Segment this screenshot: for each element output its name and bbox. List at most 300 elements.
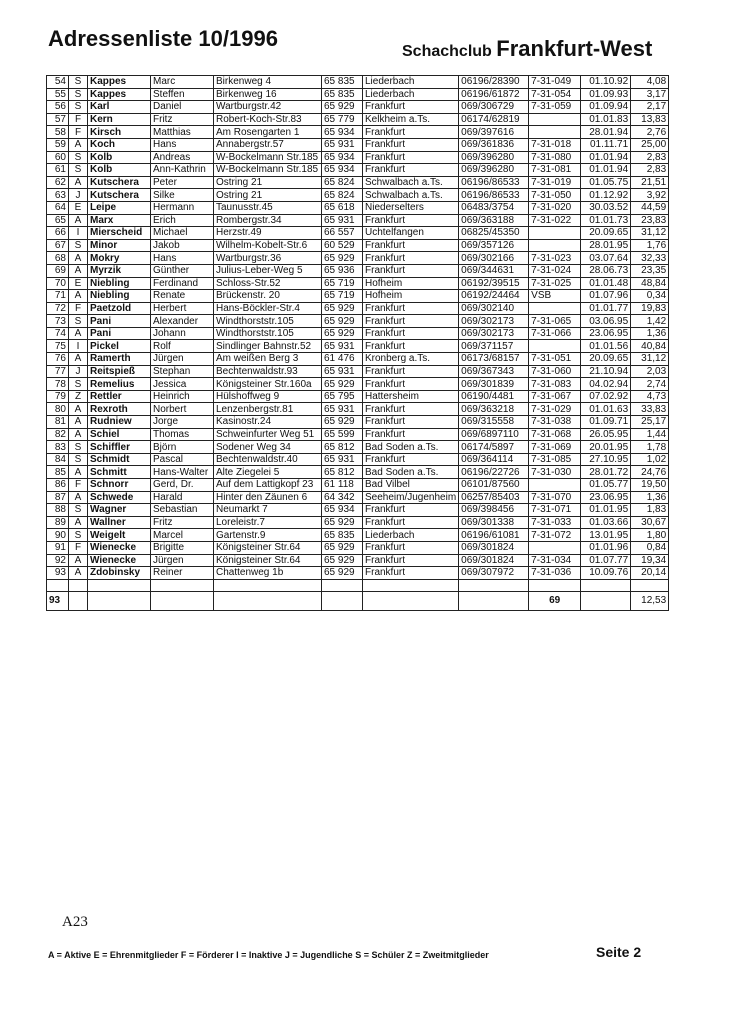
membership-years: 3,17 <box>631 88 669 101</box>
city: Liederbach <box>363 76 459 89</box>
postal-code: 65 835 <box>322 529 363 542</box>
postal-code: 65 719 <box>322 277 363 290</box>
member-status: S <box>69 101 88 114</box>
street: Alte Ziegelei 5 <box>214 466 322 479</box>
last-name: Kutschera <box>88 189 151 202</box>
city: Frankfurt <box>363 453 459 466</box>
street: Hülshoffweg 9 <box>214 390 322 403</box>
postal-code: 61 118 <box>322 479 363 492</box>
entry-date: 01.09.93 <box>581 88 631 101</box>
city: Frankfurt <box>363 340 459 353</box>
postal-code: 65 931 <box>322 365 363 378</box>
member-number: 93 <box>47 567 69 580</box>
last-name: Wagner <box>88 504 151 517</box>
member-status: S <box>69 453 88 466</box>
membership-years: 24,76 <box>631 466 669 479</box>
postal-code: 65 931 <box>322 453 363 466</box>
entry-date: 01.01.63 <box>581 403 631 416</box>
member-number: 58 <box>47 126 69 139</box>
membership-years: 1,02 <box>631 453 669 466</box>
phone: 069/361836 <box>459 138 529 151</box>
membership-years: 4,73 <box>631 390 669 403</box>
member-status: A <box>69 327 88 340</box>
table-row <box>47 403 669 416</box>
first-name: Harald <box>151 491 214 504</box>
table-row <box>47 453 669 466</box>
phone: 069/398456 <box>459 504 529 517</box>
postal-code: 64 342 <box>322 491 363 504</box>
last-name: Schiel <box>88 428 151 441</box>
last-name: Wienecke <box>88 554 151 567</box>
last-name: Schnorr <box>88 479 151 492</box>
postal-code: 65 929 <box>322 554 363 567</box>
phone: 069/307972 <box>459 567 529 580</box>
first-name: Hans-Walter <box>151 466 214 479</box>
member-id <box>529 113 581 126</box>
membership-years: 1,44 <box>631 428 669 441</box>
entry-date: 23.06.95 <box>581 491 631 504</box>
member-status: F <box>69 302 88 315</box>
city: Frankfurt <box>363 126 459 139</box>
last-name: Niebling <box>88 277 151 290</box>
member-status: A <box>69 353 88 366</box>
member-id <box>529 126 581 139</box>
first-name: Ann-Kathrin <box>151 164 214 177</box>
street: Taunusstr.45 <box>214 201 322 214</box>
city: Frankfurt <box>363 264 459 277</box>
membership-years: 31,12 <box>631 227 669 240</box>
table-row <box>47 315 669 328</box>
phone: 069/306729 <box>459 101 529 114</box>
last-name: Kappes <box>88 88 151 101</box>
member-status: A <box>69 290 88 303</box>
document-code: A23 <box>62 914 88 930</box>
street: Kasinostr.24 <box>214 416 322 429</box>
postal-code: 65 795 <box>322 390 363 403</box>
total-count: 93 <box>47 591 69 610</box>
member-id: VSB <box>529 290 581 303</box>
entry-date: 03.07.64 <box>581 252 631 265</box>
entry-date: 01.01.83 <box>581 113 631 126</box>
membership-years: 1,42 <box>631 315 669 328</box>
member-id: 7-31-036 <box>529 567 581 580</box>
postal-code: 65 931 <box>322 340 363 353</box>
first-name: Günther <box>151 264 214 277</box>
last-name: Kirsch <box>88 126 151 139</box>
member-id <box>529 541 581 554</box>
entry-date: 04.02.94 <box>581 378 631 391</box>
member-number: 70 <box>47 277 69 290</box>
member-number: 91 <box>47 541 69 554</box>
postal-code: 61 476 <box>322 353 363 366</box>
last-name: Paetzold <box>88 302 151 315</box>
last-name: Wienecke <box>88 541 151 554</box>
member-id: 7-31-051 <box>529 353 581 366</box>
membership-years: 13,83 <box>631 113 669 126</box>
last-name: Kappes <box>88 76 151 89</box>
street: Brückenstr. 20 <box>214 290 322 303</box>
member-id: 7-31-066 <box>529 327 581 340</box>
membership-years: 1,76 <box>631 239 669 252</box>
table-row <box>47 252 669 265</box>
table-row <box>47 353 669 366</box>
member-id: 7-31-070 <box>529 491 581 504</box>
membership-years: 25,17 <box>631 416 669 429</box>
last-name: Rudniew <box>88 416 151 429</box>
city: Frankfurt <box>363 554 459 567</box>
postal-code: 65 936 <box>322 264 363 277</box>
member-status: A <box>69 252 88 265</box>
phone: 069/302166 <box>459 252 529 265</box>
table-row <box>47 365 669 378</box>
table-row <box>47 151 669 164</box>
postal-code: 65 929 <box>322 541 363 554</box>
member-number: 81 <box>47 416 69 429</box>
member-status: Z <box>69 390 88 403</box>
member-status: S <box>69 88 88 101</box>
first-name: Michael <box>151 227 214 240</box>
membership-years: 0,84 <box>631 541 669 554</box>
member-number: 74 <box>47 327 69 340</box>
member-number: 60 <box>47 151 69 164</box>
postal-code: 65 929 <box>322 516 363 529</box>
member-id: 7-31-067 <box>529 390 581 403</box>
table-row <box>47 416 669 429</box>
street: Herzstr.49 <box>214 227 322 240</box>
phone: 069/302140 <box>459 302 529 315</box>
member-number: 63 <box>47 189 69 202</box>
table-row <box>47 378 669 391</box>
last-name: Kutschera <box>88 176 151 189</box>
table-row <box>47 504 669 517</box>
member-status: I <box>69 227 88 240</box>
entry-date: 20.01.95 <box>581 441 631 454</box>
member-number: 87 <box>47 491 69 504</box>
last-name: Weigelt <box>88 529 151 542</box>
city: Kronberg a.Ts. <box>363 353 459 366</box>
postal-code: 65 835 <box>322 76 363 89</box>
street: Königsteiner Str.64 <box>214 554 322 567</box>
phone: 069/396280 <box>459 164 529 177</box>
first-name: Matthias <box>151 126 214 139</box>
street: Neumarkt 7 <box>214 504 322 517</box>
first-name: Johann <box>151 327 214 340</box>
member-id: 7-31-030 <box>529 466 581 479</box>
membership-years: 20,14 <box>631 567 669 580</box>
member-number: 79 <box>47 390 69 403</box>
member-number: 65 <box>47 214 69 227</box>
street: Birkenweg 4 <box>214 76 322 89</box>
member-id: 7-31-050 <box>529 189 581 202</box>
street: Königsteiner Str.160a <box>214 378 322 391</box>
member-number: 69 <box>47 264 69 277</box>
member-status: A <box>69 214 88 227</box>
postal-code: 65 599 <box>322 428 363 441</box>
postal-code: 65 929 <box>322 101 363 114</box>
member-id: 7-31-018 <box>529 138 581 151</box>
member-status: J <box>69 365 88 378</box>
city: Uchtelfangen <box>363 227 459 240</box>
member-status: F <box>69 126 88 139</box>
member-number: 67 <box>47 239 69 252</box>
first-name: Steffen <box>151 88 214 101</box>
member-id: 7-31-023 <box>529 252 581 265</box>
membership-years: 1,78 <box>631 441 669 454</box>
member-number: 72 <box>47 302 69 315</box>
phone: 069/344631 <box>459 264 529 277</box>
member-status: E <box>69 277 88 290</box>
phone: 069/357126 <box>459 239 529 252</box>
member-id <box>529 239 581 252</box>
city: Frankfurt <box>363 365 459 378</box>
first-name: Daniel <box>151 101 214 114</box>
entry-date: 01.05.75 <box>581 176 631 189</box>
postal-code: 65 934 <box>322 151 363 164</box>
member-number: 90 <box>47 529 69 542</box>
entry-date: 01.03.66 <box>581 516 631 529</box>
member-status: J <box>69 189 88 202</box>
first-name: Jürgen <box>151 554 214 567</box>
street: Am weißen Berg 3 <box>214 353 322 366</box>
membership-years: 2,83 <box>631 164 669 177</box>
postal-code: 65 929 <box>322 252 363 265</box>
city: Frankfurt <box>363 151 459 164</box>
entry-date: 28.01.94 <box>581 126 631 139</box>
phone: 06196/22726 <box>459 466 529 479</box>
first-name: Herbert <box>151 302 214 315</box>
city: Frankfurt <box>363 315 459 328</box>
city: Bad Vilbel <box>363 479 459 492</box>
street: Windthorststr.105 <box>214 327 322 340</box>
city: Frankfurt <box>363 164 459 177</box>
street: Königsteiner Str.64 <box>214 541 322 554</box>
totals-section <box>47 579 669 610</box>
entry-date: 01.09.71 <box>581 416 631 429</box>
member-id <box>529 302 581 315</box>
first-name: Jakob <box>151 239 214 252</box>
postal-code: 65 929 <box>322 567 363 580</box>
street: Wartburgstr.42 <box>214 101 322 114</box>
city: Liederbach <box>363 88 459 101</box>
table-row <box>47 428 669 441</box>
entry-date: 01.10.92 <box>581 76 631 89</box>
phone: 069/301839 <box>459 378 529 391</box>
table-row <box>47 76 669 89</box>
member-id: 7-31-069 <box>529 441 581 454</box>
table-row <box>47 390 669 403</box>
first-name: Hans <box>151 252 214 265</box>
postal-code: 65 835 <box>322 88 363 101</box>
member-status: A <box>69 138 88 151</box>
street: Bechtenwaldstr.93 <box>214 365 322 378</box>
member-status: E <box>69 201 88 214</box>
city: Seeheim/Jugenheim <box>363 491 459 504</box>
table-row <box>47 302 669 315</box>
table-row <box>47 567 669 580</box>
first-name: Erich <box>151 214 214 227</box>
first-name: Rolf <box>151 340 214 353</box>
city: Frankfurt <box>363 428 459 441</box>
table-row <box>47 88 669 101</box>
last-name: Schmitt <box>88 466 151 479</box>
entry-date: 01.05.77 <box>581 479 631 492</box>
street: Chattenweg 1b <box>214 567 322 580</box>
blank-row <box>47 579 669 591</box>
city: Frankfurt <box>363 214 459 227</box>
postal-code: 65 931 <box>322 214 363 227</box>
last-name: Pani <box>88 315 151 328</box>
member-status: A <box>69 567 88 580</box>
member-status: I <box>69 340 88 353</box>
last-name: Pickel <box>88 340 151 353</box>
table-row <box>47 101 669 114</box>
first-name: Marcel <box>151 529 214 542</box>
membership-years: 1,36 <box>631 327 669 340</box>
street: Auf dem Lattigkopf 23 <box>214 479 322 492</box>
member-id: 7-31-033 <box>529 516 581 529</box>
postal-code: 65 929 <box>322 302 363 315</box>
table-row <box>47 466 669 479</box>
city: Bad Soden a.Ts. <box>363 466 459 479</box>
city: Hofheim <box>363 290 459 303</box>
street: Ostring 21 <box>214 176 322 189</box>
member-number: 56 <box>47 101 69 114</box>
street: Sindlinger Bahnstr.52 <box>214 340 322 353</box>
member-status: F <box>69 113 88 126</box>
table-row <box>47 441 669 454</box>
member-number: 84 <box>47 453 69 466</box>
entry-date: 07.02.92 <box>581 390 631 403</box>
member-id: 7-31-024 <box>529 264 581 277</box>
member-status: A <box>69 428 88 441</box>
club-prefix: Schachclub <box>402 43 492 60</box>
member-number: 71 <box>47 290 69 303</box>
member-id: 7-31-083 <box>529 378 581 391</box>
entry-date: 21.10.94 <box>581 365 631 378</box>
postal-code: 65 934 <box>322 164 363 177</box>
member-number: 76 <box>47 353 69 366</box>
street: Annabergstr.57 <box>214 138 322 151</box>
member-number: 88 <box>47 504 69 517</box>
street: W-Bockelmann Str.185 <box>214 151 322 164</box>
member-rows <box>47 76 669 580</box>
phone: 06196/61872 <box>459 88 529 101</box>
phone: 06174/62819 <box>459 113 529 126</box>
last-name: Karl <box>88 101 151 114</box>
last-name: Kolb <box>88 151 151 164</box>
member-id <box>529 479 581 492</box>
page-number: Seite 2 <box>596 944 642 960</box>
entry-date: 01.07.96 <box>581 290 631 303</box>
entry-date: 01.12.92 <box>581 189 631 202</box>
entry-date: 28.01.95 <box>581 239 631 252</box>
first-name: Peter <box>151 176 214 189</box>
membership-years: 1,80 <box>631 529 669 542</box>
last-name: Kern <box>88 113 151 126</box>
membership-years: 2,17 <box>631 101 669 114</box>
club-city: Frankfurt-West <box>496 36 653 61</box>
member-number: 80 <box>47 403 69 416</box>
first-name: Ferdinand <box>151 277 214 290</box>
member-id: 7-31-038 <box>529 416 581 429</box>
street: Loreleistr.7 <box>214 516 322 529</box>
member-id: 7-31-072 <box>529 529 581 542</box>
table-row <box>47 554 669 567</box>
first-name: Alexander <box>151 315 214 328</box>
membership-years: 2,83 <box>631 151 669 164</box>
member-id: 7-31-065 <box>529 315 581 328</box>
member-number: 66 <box>47 227 69 240</box>
last-name: Koch <box>88 138 151 151</box>
member-status: A <box>69 264 88 277</box>
member-status: A <box>69 416 88 429</box>
membership-years: 4,08 <box>631 76 669 89</box>
postal-code: 65 934 <box>322 126 363 139</box>
membership-years: 1,36 <box>631 491 669 504</box>
entry-date: 30.03.52 <box>581 201 631 214</box>
phone: 06196/86533 <box>459 176 529 189</box>
status-legend: A = Aktive E = Ehrenmitglieder F = Förderer I = Inaktive J = Jugendliche S = Schüler Z = Zweitmitglieder <box>48 950 489 960</box>
postal-code: 65 824 <box>322 189 363 202</box>
member-status: F <box>69 479 88 492</box>
entry-date: 01.09.94 <box>581 101 631 114</box>
phone: 069/301338 <box>459 516 529 529</box>
city: Frankfurt <box>363 541 459 554</box>
membership-years: 19,34 <box>631 554 669 567</box>
member-status: A <box>69 491 88 504</box>
first-name: Fritz <box>151 516 214 529</box>
phone: 06101/87560 <box>459 479 529 492</box>
city: Bad Soden a.Ts. <box>363 441 459 454</box>
last-name: Rettler <box>88 390 151 403</box>
first-name: Hans <box>151 138 214 151</box>
member-number: 82 <box>47 428 69 441</box>
city: Frankfurt <box>363 138 459 151</box>
membership-years: 44,59 <box>631 201 669 214</box>
city: Frankfurt <box>363 252 459 265</box>
last-name: Rexroth <box>88 403 151 416</box>
member-id: 7-31-019 <box>529 176 581 189</box>
phone: 069/371157 <box>459 340 529 353</box>
membership-years: 30,67 <box>631 516 669 529</box>
member-number: 86 <box>47 479 69 492</box>
city: Liederbach <box>363 529 459 542</box>
phone: 069/301824 <box>459 541 529 554</box>
membership-years: 2,03 <box>631 365 669 378</box>
member-status: S <box>69 164 88 177</box>
entry-date: 01.07.77 <box>581 554 631 567</box>
member-number: 92 <box>47 554 69 567</box>
street: Hinter den Zäunen 6 <box>214 491 322 504</box>
last-name: Pani <box>88 327 151 340</box>
table-row <box>47 239 669 252</box>
last-name: Schmidt <box>88 453 151 466</box>
entry-date: 03.06.95 <box>581 315 631 328</box>
table-row <box>47 201 669 214</box>
member-id: 7-31-049 <box>529 76 581 89</box>
street: Hans-Böckler-Str.4 <box>214 302 322 315</box>
member-number: 62 <box>47 176 69 189</box>
totals-row <box>47 591 669 610</box>
entry-date: 20.09.65 <box>581 353 631 366</box>
street: Lenzenbergstr.81 <box>214 403 322 416</box>
last-name: Schwede <box>88 491 151 504</box>
phone: 06173/68157 <box>459 353 529 366</box>
membership-years: 33,83 <box>631 403 669 416</box>
last-name: Leipe <box>88 201 151 214</box>
first-name: Gerd, Dr. <box>151 479 214 492</box>
city: Schwalbach a.Ts. <box>363 176 459 189</box>
